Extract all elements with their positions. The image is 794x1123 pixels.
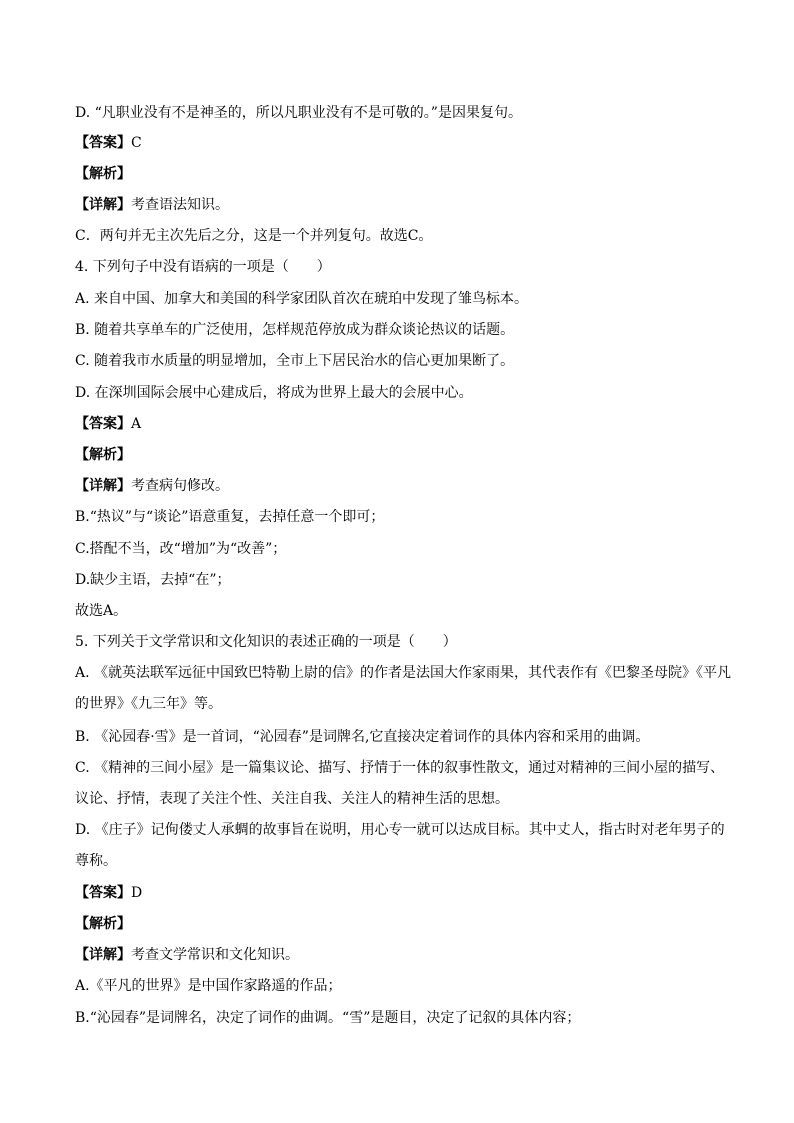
q5-option-d-cont: 尊称。 bbox=[75, 853, 117, 869]
q5-detail bbox=[75, 945, 735, 965]
q4-option-c: C. 随着我市水质量的明显增加，全市上下居民治水的信心更加果断了。 bbox=[75, 353, 515, 369]
q4-option-a: A. 来自中国、加拿大和美国的科学家团队首次在琥珀中发现了雏鸟标本。 bbox=[75, 291, 529, 307]
q3-analysis bbox=[75, 164, 735, 184]
q5-analysis bbox=[75, 914, 735, 934]
answer-value: C bbox=[131, 135, 142, 151]
answer-label: 【答案】 bbox=[75, 416, 131, 432]
q4-explain-c: C.搭配不当，改“增加”为“改善”； bbox=[75, 541, 287, 557]
q4-detail bbox=[75, 476, 735, 496]
q5-explain-b: B.“沁园春”是词牌名，决定了词作的曲调。“雪”是题目，决定了记叙的具体内容； bbox=[75, 1010, 581, 1026]
q4-option-d: D. 在深圳国际会展中心建成后，将成为世界上最大的会展中心。 bbox=[75, 385, 473, 401]
q4-explain-b: B.“热议”与“谈论”语意重复，去掉任意一个即可； bbox=[75, 509, 385, 525]
q3-option-d: D. “凡职业没有不是神圣的，所以凡职业没有不是可敬的。”是因果复句。 bbox=[75, 105, 522, 121]
q5-answer bbox=[75, 883, 735, 903]
detail-label: 【详解】 bbox=[75, 947, 131, 963]
detail-label: 【详解】 bbox=[75, 478, 131, 494]
q3-explain-c: C．两句并无主次先后之分，这是一个并列复句。故选C。 bbox=[75, 228, 433, 244]
detail-text: 考查语法知识。 bbox=[131, 197, 229, 213]
detail-text: 考查病句修改。 bbox=[131, 478, 229, 494]
q5-stem: 5. 下列关于文学常识和文化知识的表述正确的一项是（ ） bbox=[75, 634, 457, 650]
q5-option-c-cont: 议论、抒情，表现了关注个性、关注自我、关注人的精神生活的思想。 bbox=[75, 791, 509, 807]
detail-text: 考查文学常识和文化知识。 bbox=[131, 947, 299, 963]
answer-value: A bbox=[131, 416, 142, 432]
q5-explain-a: A.《平凡的世界》是中国作家路遥的作品； bbox=[75, 978, 342, 994]
q3-detail bbox=[75, 195, 735, 215]
q5-option-a-cont: 的世界》《九三年》等。 bbox=[75, 696, 222, 712]
q5-option-c: C. 《精神的三间小屋》是一篇集议论、描写、抒情于一体的叙事性散文，通过对精神的三间小屋的描写、 bbox=[75, 760, 725, 776]
answer-label: 【答案】 bbox=[75, 885, 131, 901]
analysis-label: 【解析】 bbox=[75, 447, 131, 463]
q3-answer bbox=[75, 133, 735, 153]
q4-option-b: B. 随着共享单车的广泛使用，怎样规范停放成为群众谈论热议的话题。 bbox=[75, 322, 515, 338]
q5-option-d: D. 《庄子》记佝偻丈人承蜩的故事旨在说明，用心专一就可以达成目标。其中丈人，指古时对老年男子的 bbox=[75, 822, 725, 838]
analysis-label: 【解析】 bbox=[75, 916, 131, 932]
q4-stem: 4. 下列句子中没有语病的一项是（ ） bbox=[75, 259, 331, 275]
q4-analysis bbox=[75, 445, 735, 465]
analysis-label: 【解析】 bbox=[75, 166, 131, 182]
answer-value: D bbox=[131, 885, 143, 901]
detail-label: 【详解】 bbox=[75, 197, 131, 213]
q4-answer bbox=[75, 414, 735, 434]
q4-conclusion: 故选A。 bbox=[75, 603, 128, 619]
q5-option-a: A. 《就英法联军远征中国致巴特勒上尉的信》的作者是法国大作家雨果，其代表作有《巴黎圣母院》《平凡 bbox=[75, 665, 732, 681]
answer-label: 【答案】 bbox=[75, 135, 131, 151]
q5-option-b: B. 《沁园春·雪》是一首词，“沁园春”是词牌名,它直接决定着词作的具体内容和采用的曲调。 bbox=[75, 729, 650, 745]
q4-explain-d: D.缺少主语，去掉“在”； bbox=[75, 572, 231, 588]
